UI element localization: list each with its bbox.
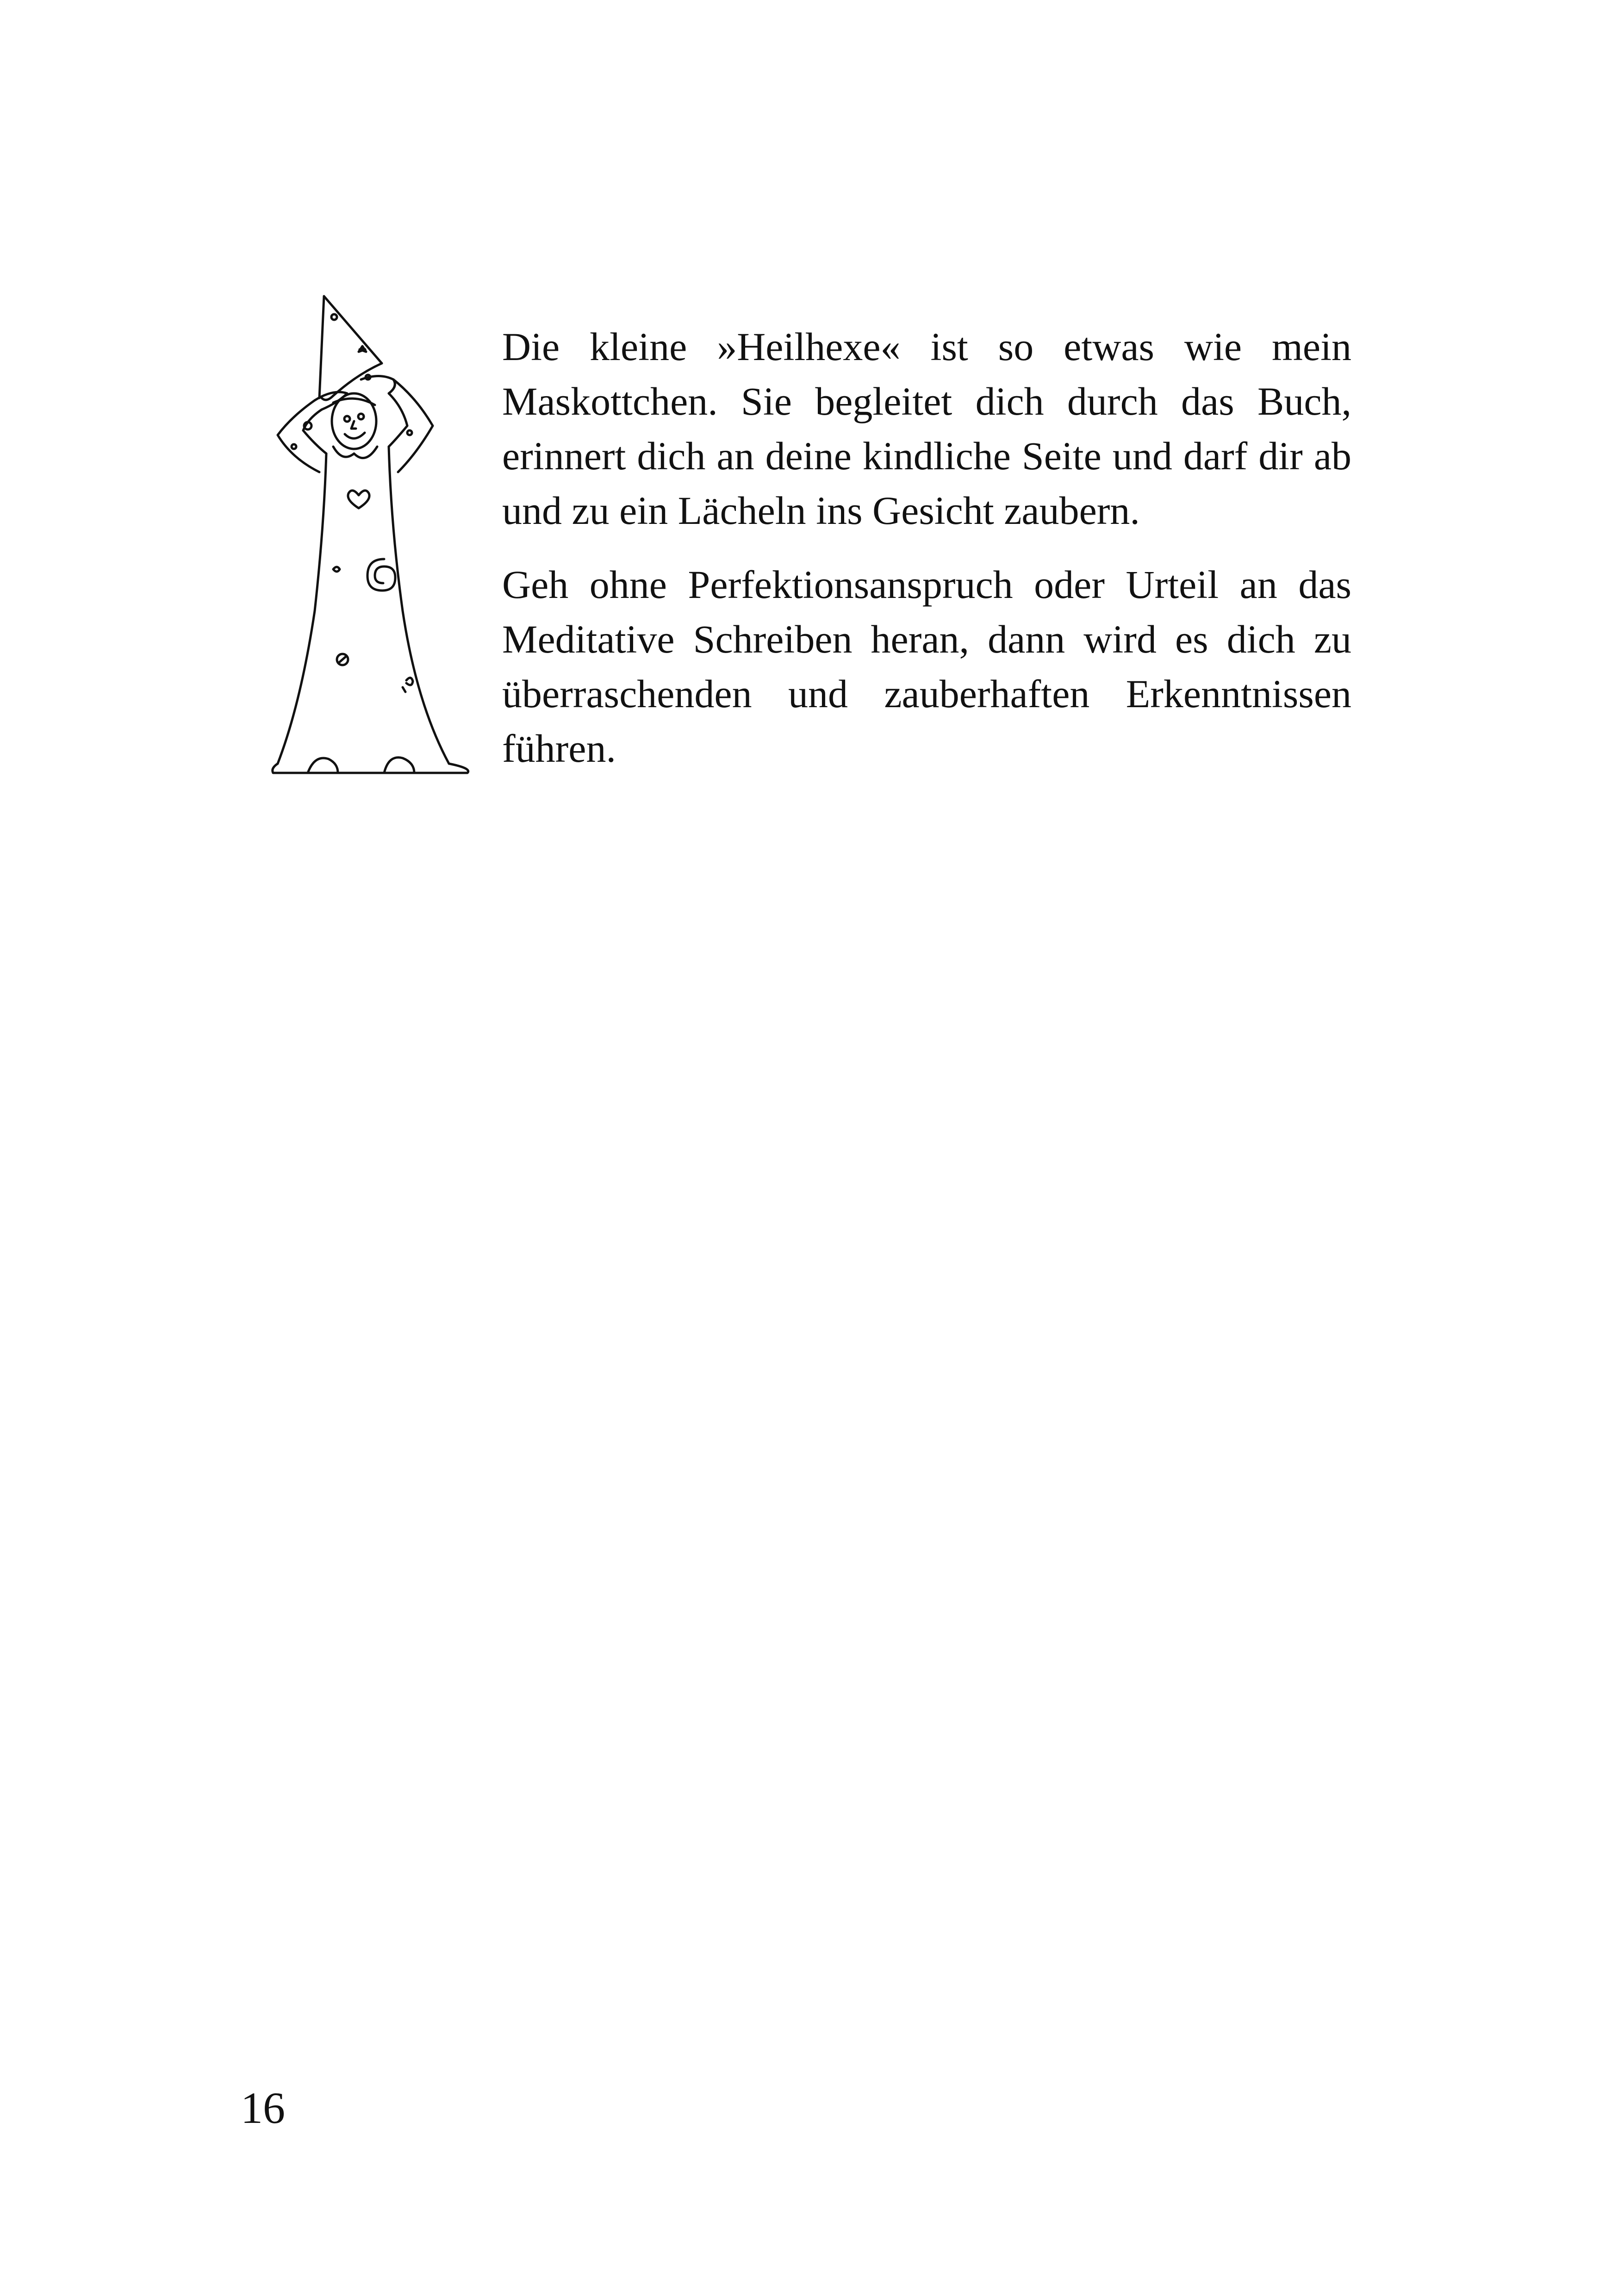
witch-mascot-icon <box>264 287 477 791</box>
page-number: 16 <box>241 2083 285 2133</box>
paragraph-2: Geh ohne Perfektionsanspruch oder Urteil an das Meditative Schreiben heran, dann wird es dich zu überraschenden und zauberhaften Erkenntnissen führen. <box>502 562 1351 771</box>
body-text <box>502 319 1351 795</box>
paragraph-1: Die kleine »Heilhexe« ist so etwas wie mein Maskottchen. Sie begleitet dich durch das Buch, erinnert dich an deine kindliche Seite und darf dir ab und zu ein Lächeln ins Gesicht zaubern. <box>502 324 1351 533</box>
